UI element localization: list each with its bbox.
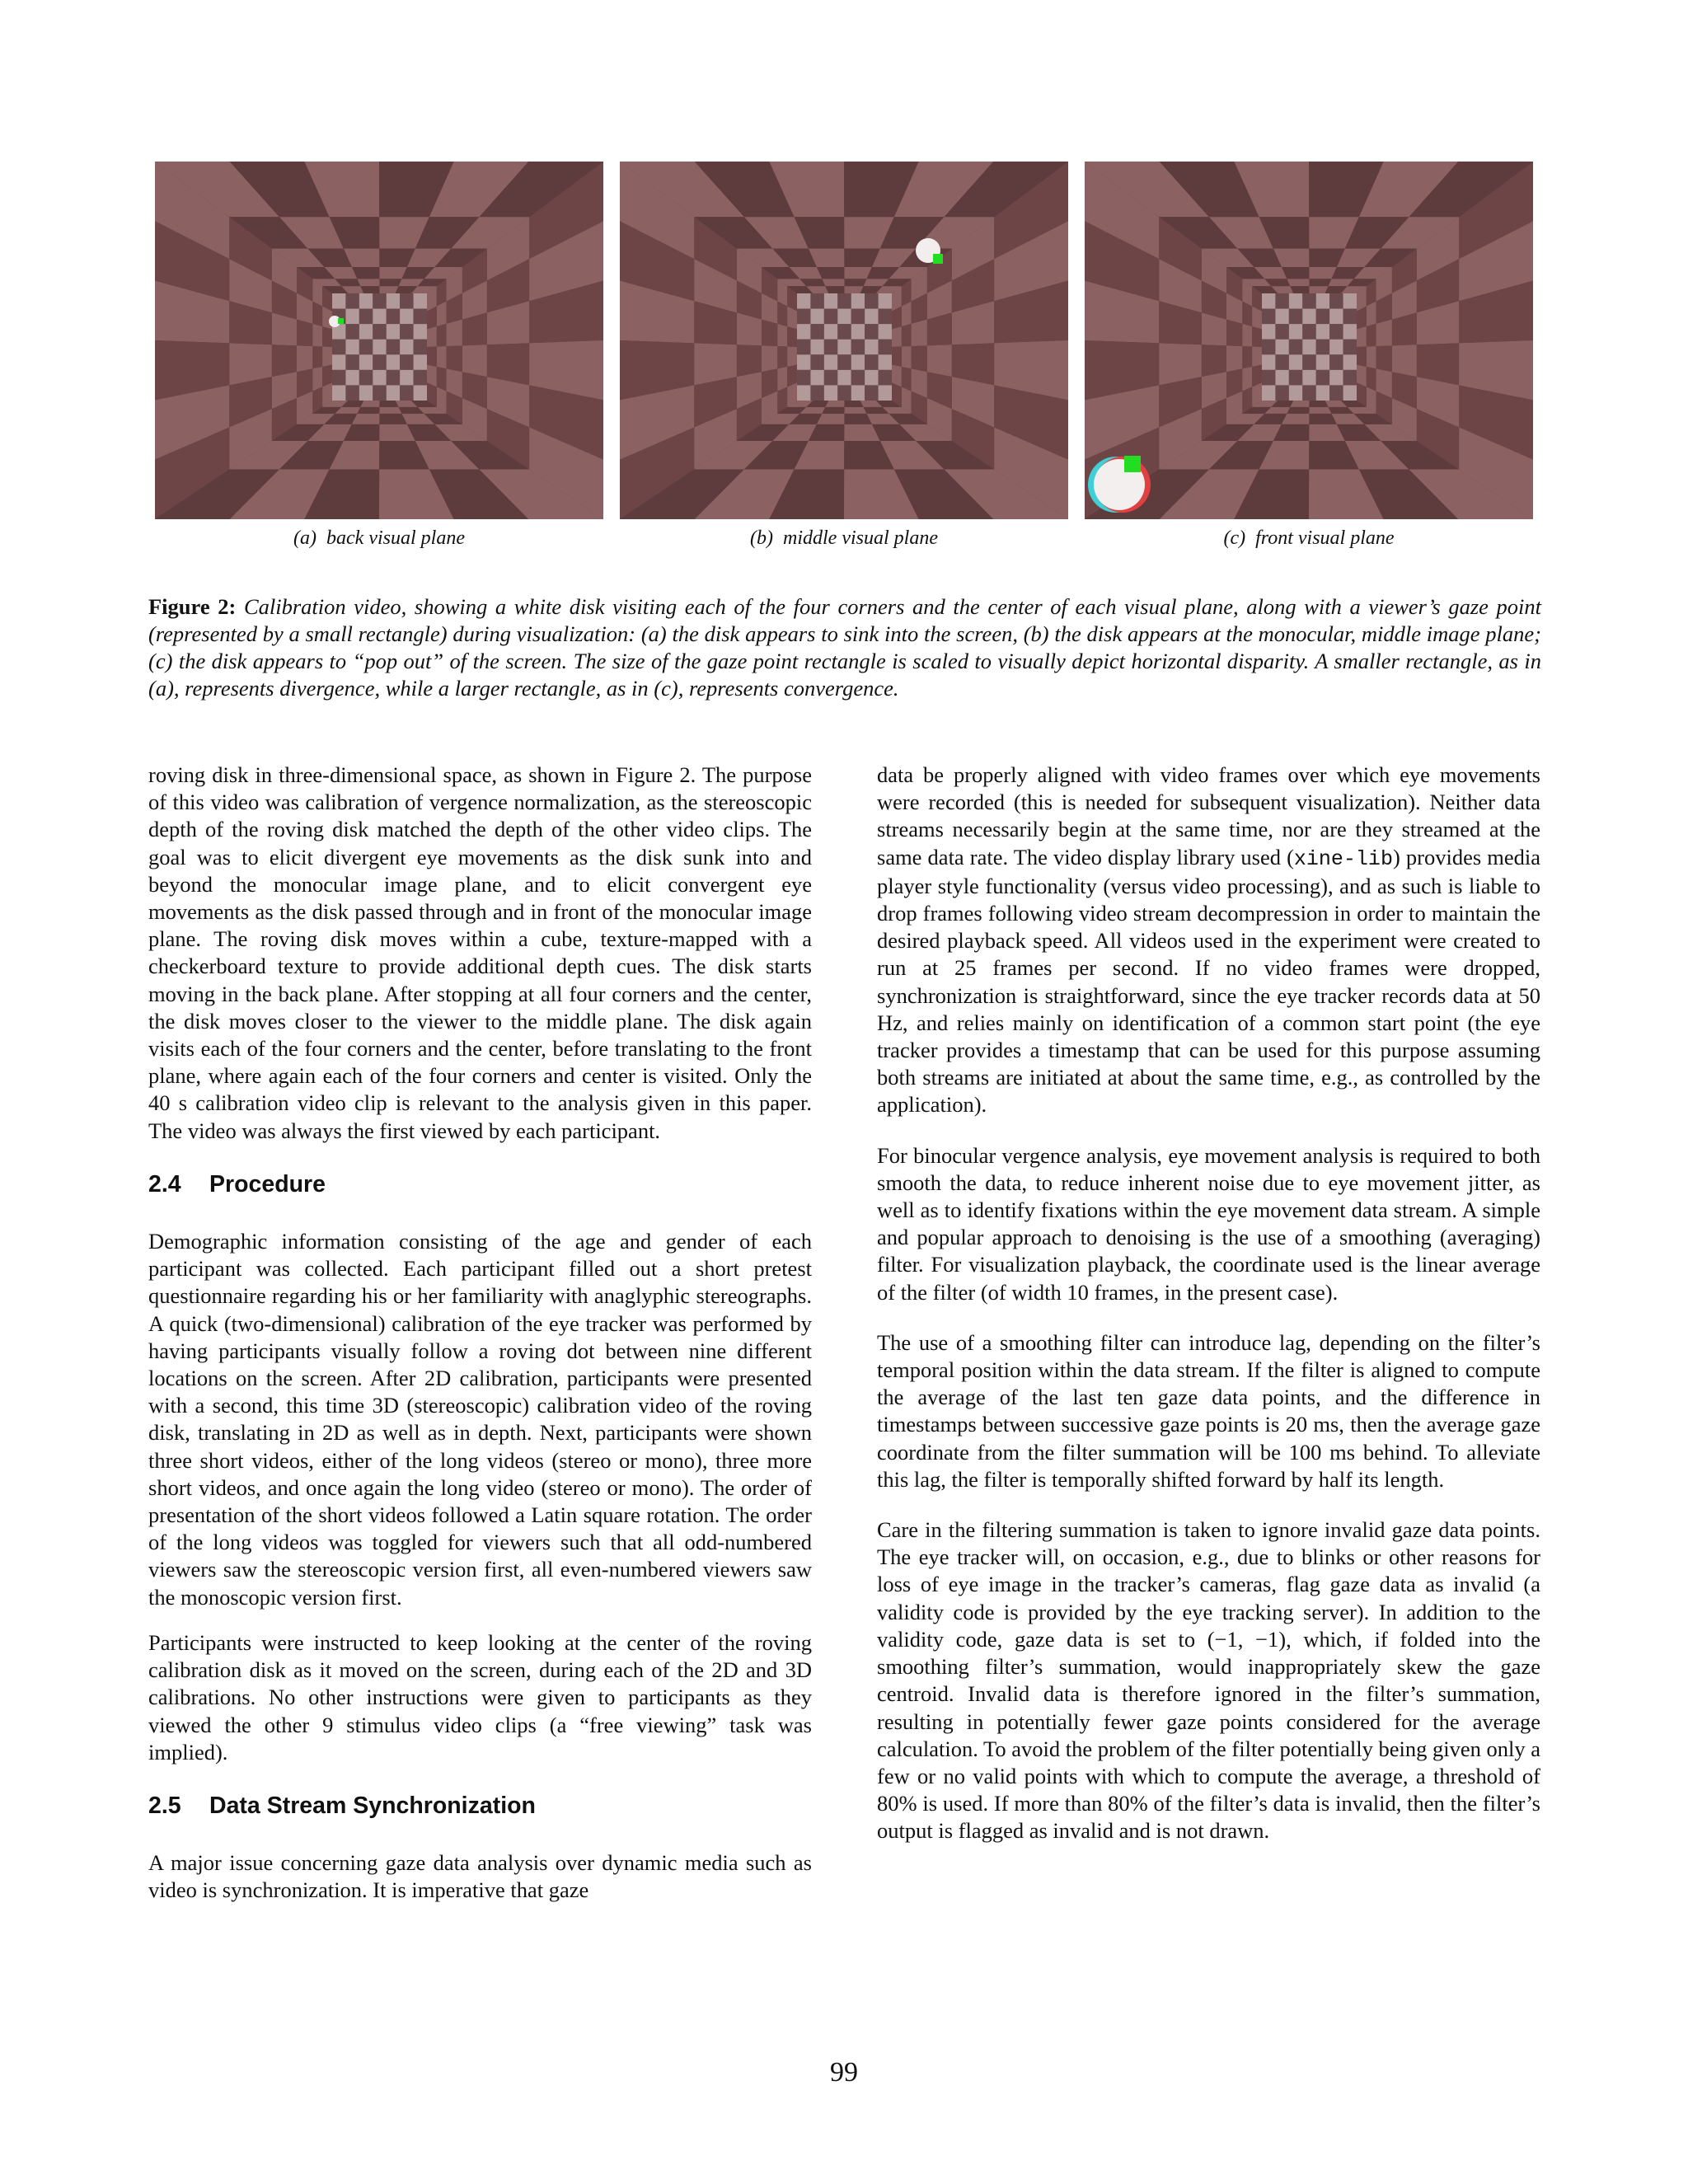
wall-tile bbox=[762, 320, 777, 347]
paragraph: A major issue concerning gaze data analysis over dynamic media such as video is synchronization. It is imperative that gaze bbox=[148, 1850, 812, 1903]
back-wall-tile bbox=[387, 324, 400, 340]
back-wall-tile bbox=[879, 309, 892, 325]
wall-tile bbox=[272, 344, 297, 377]
back-wall-tile bbox=[400, 309, 413, 325]
back-wall-tile bbox=[400, 324, 413, 340]
wall-tile bbox=[1367, 346, 1376, 368]
back-wall-tile bbox=[1275, 370, 1288, 386]
wall-tile bbox=[1309, 279, 1331, 286]
wall-tile bbox=[1367, 324, 1376, 347]
back-wall-tile bbox=[414, 385, 427, 401]
paragraph: Demographic information consisting of the age and gender of each participant was collected. Each participant filled out a short pretest questionnaire regarding his or her familiarity with anaglyphic stereographs. A quick (two-dimensional) calibration of the eye tracker was performed by having participants visually follow a roving dot between nine different locations on the screen. After 2D calibration, participants were presented with a second, this time 3D (stereoscopic) calibration video of the roving disk, translating in 2D as well as in depth. Next, participants were shown three short videos, either of the long videos (stereo or mono), three more short videos, and once again the long video (stereo or mono). The order of presentation of the short videos followed a Latin square rotation. The order of the long videos was toggled for viewers such that all odd-numbered viewers saw the stereoscopic version first, all even-numbered viewers saw the monoscopic version first. bbox=[148, 1229, 812, 1610]
back-wall-tile bbox=[1302, 370, 1315, 386]
wall-tile bbox=[312, 346, 322, 368]
wall-tile bbox=[1376, 320, 1392, 347]
back-wall-tile bbox=[810, 324, 823, 340]
back-wall-tile bbox=[865, 340, 878, 355]
back-wall-tile bbox=[359, 340, 373, 355]
back-wall-tile bbox=[837, 354, 851, 370]
wall-tile bbox=[822, 279, 844, 286]
wall-tile bbox=[1287, 407, 1309, 414]
back-wall-tile bbox=[837, 293, 851, 309]
wall-tile bbox=[427, 347, 437, 367]
back-wall-tile bbox=[1289, 354, 1302, 370]
back-wall-tile bbox=[1316, 340, 1329, 355]
back-wall-tile bbox=[837, 370, 851, 386]
wall-tile bbox=[844, 279, 866, 286]
back-wall-tile bbox=[824, 340, 837, 355]
back-wall-tile bbox=[332, 340, 345, 355]
back-wall-tile bbox=[865, 354, 878, 370]
back-wall-tile bbox=[824, 385, 837, 401]
section-heading-procedure: 2.4 Procedure bbox=[148, 1170, 326, 1197]
paragraph: roving disk in three-dimensional space, as shown in Figure 2. The purpose of this video was calibration of vergence normalization, as the stereoscopic depth of the roving disk matched the depth of the other video clips. The goal was to elicit divergent eye movements as the disk sunk into and beyond the monocular image plane, and to elicit convergent eye movements as the disk passed through and in front of the monocular image plane. The roving disk moves within a cube, texture-mapped with a checkerboard texture to provide additional depth cues. The disk starts moving in the back plane. After stopping at all four corners and the center, the disk moves closer to the viewer to the middle plane. The disk again visits each of the four corners and the center, before translating to the front plane, where again each of the four corners and center is visited. Only the 40 s calibration video clip is relevant to the analysis given in this paper. The video was always the first viewed by each participant. bbox=[148, 762, 812, 1143]
wall-tile bbox=[437, 324, 447, 347]
back-wall-tile bbox=[810, 385, 823, 401]
back-wall-tile bbox=[865, 309, 878, 325]
back-wall-tile bbox=[1302, 293, 1315, 309]
paragraph: The use of a smoothing filter can introduce lag, depending on the filter’s temporal position within the data stream. If the filter is aligned to compute the average of the last ten gaze data points, and the difference in timestamps between successive gaze points is 20 ms, then the average gaze coordinate from the filter summation will be 100 ms behind. To alleviate this lag, the filter is temporally shifted forward by half its length. bbox=[877, 1329, 1540, 1492]
subcaption-a: (a) back visual plane bbox=[293, 527, 465, 549]
back-wall-tile bbox=[1262, 309, 1275, 325]
back-wall-tile bbox=[373, 340, 386, 355]
back-wall-tile bbox=[414, 293, 427, 309]
back-wall-tile bbox=[1262, 385, 1275, 401]
back-wall-tile bbox=[865, 293, 878, 309]
wall-tile bbox=[379, 407, 401, 414]
wall-tile bbox=[892, 347, 902, 367]
gaze-point-marker bbox=[338, 318, 344, 324]
wall-tile bbox=[1309, 286, 1328, 293]
back-wall-tile bbox=[1289, 340, 1302, 355]
wall-tile bbox=[1226, 320, 1242, 347]
back-wall-tile bbox=[400, 370, 413, 386]
wall-tile bbox=[1309, 407, 1331, 414]
back-wall-tile bbox=[810, 354, 823, 370]
back-wall-tile bbox=[879, 385, 892, 401]
back-wall-tile bbox=[1302, 385, 1315, 401]
back-wall-tile bbox=[1289, 385, 1302, 401]
paragraph: Participants were instructed to keep looking at the center of the roving calibration disk as it moved on the screen, during each of the 2D and 3D calibrations. No other instructions were given to participants as they viewed the other 9 stimulus video clips (a “free viewing” task was implied). bbox=[148, 1629, 812, 1765]
subcaption-c: (c) front visual plane bbox=[1223, 527, 1395, 549]
back-wall-tile bbox=[851, 340, 865, 355]
wall-tile bbox=[1290, 286, 1309, 293]
back-wall-tile bbox=[1289, 370, 1302, 386]
back-wall-tile bbox=[810, 293, 823, 309]
back-wall-tile bbox=[837, 324, 851, 340]
back-wall-tile bbox=[851, 354, 865, 370]
wall-tile bbox=[822, 407, 844, 414]
wall-tile bbox=[447, 345, 462, 372]
back-wall-tile bbox=[387, 385, 400, 401]
wall-tile bbox=[357, 407, 379, 414]
figure-caption bbox=[148, 593, 1541, 702]
back-wall-tile bbox=[345, 370, 359, 386]
back-wall-tile bbox=[345, 340, 359, 355]
back-wall-tile bbox=[373, 324, 386, 340]
back-wall-tile bbox=[851, 293, 865, 309]
back-wall-tile bbox=[1275, 309, 1288, 325]
wall-tile bbox=[902, 367, 912, 391]
panel-a bbox=[155, 162, 603, 550]
back-wall-tile bbox=[332, 370, 345, 386]
wall-tile bbox=[462, 344, 487, 377]
wall-tile bbox=[787, 326, 797, 347]
back-wall-tile bbox=[1316, 354, 1329, 370]
back-wall-tile bbox=[797, 385, 810, 401]
back-wall-tile bbox=[345, 385, 359, 401]
back-wall-tile bbox=[879, 370, 892, 386]
wall-tile bbox=[379, 279, 401, 286]
wall-tile bbox=[322, 326, 332, 347]
wall-tile bbox=[737, 344, 762, 377]
back-wall-tile bbox=[824, 370, 837, 386]
back-wall-tile bbox=[1289, 293, 1302, 309]
back-wall-tile bbox=[865, 324, 878, 340]
back-wall-tile bbox=[1329, 385, 1343, 401]
tunnel-image-b bbox=[620, 162, 1068, 519]
back-wall-tile bbox=[1262, 370, 1275, 386]
wall-tile bbox=[844, 401, 863, 407]
back-wall-tile bbox=[797, 340, 810, 355]
back-wall-tile bbox=[1329, 309, 1343, 325]
wall-tile bbox=[427, 326, 437, 347]
back-wall-tile bbox=[359, 309, 373, 325]
back-wall-tile bbox=[1302, 354, 1315, 370]
back-wall-tile bbox=[797, 370, 810, 386]
back-wall-tile bbox=[1343, 370, 1357, 386]
back-wall-tile bbox=[1343, 385, 1357, 401]
subcaption-b: (b) middle visual plane bbox=[750, 527, 938, 549]
wall-tile bbox=[437, 346, 447, 368]
back-wall-tile bbox=[1289, 309, 1302, 325]
back-wall-tile bbox=[851, 324, 865, 340]
back-wall-tile bbox=[1316, 385, 1329, 401]
back-wall-tile bbox=[387, 354, 400, 370]
back-wall-tile bbox=[797, 324, 810, 340]
wall-tile bbox=[825, 401, 844, 407]
back-wall-tile bbox=[373, 309, 386, 325]
wall-tile bbox=[312, 324, 322, 347]
back-wall-tile bbox=[1316, 370, 1329, 386]
back-wall-tile bbox=[824, 309, 837, 325]
back-wall-tile bbox=[1316, 309, 1329, 325]
back-wall-tile bbox=[851, 385, 865, 401]
back-wall-tile bbox=[359, 370, 373, 386]
back-wall-tile bbox=[332, 354, 345, 370]
back-wall-tile bbox=[1343, 309, 1357, 325]
back-wall-tile bbox=[837, 309, 851, 325]
wall-tile bbox=[1309, 401, 1328, 407]
back-wall-tile bbox=[851, 309, 865, 325]
wall-tile bbox=[1242, 367, 1252, 391]
section-heading-data-stream-sync: 2.5 Data Stream Synchronization bbox=[148, 1792, 536, 1819]
wall-tile bbox=[912, 345, 927, 372]
back-wall-tile bbox=[879, 293, 892, 309]
wall-tile bbox=[360, 286, 379, 293]
back-wall-tile bbox=[1316, 324, 1329, 340]
back-wall-tile bbox=[1329, 293, 1343, 309]
back-wall-tile bbox=[1262, 324, 1275, 340]
back-wall-tile bbox=[797, 354, 810, 370]
back-wall-tile bbox=[1275, 324, 1288, 340]
back-wall-tile bbox=[1343, 293, 1357, 309]
wall-tile bbox=[357, 279, 379, 286]
code-xine-lib: xine-lib bbox=[1293, 846, 1393, 871]
back-wall-tile bbox=[879, 340, 892, 355]
back-wall-tile bbox=[345, 324, 359, 340]
wall-tile bbox=[1357, 347, 1367, 367]
back-wall-tile bbox=[345, 293, 359, 309]
wall-tile bbox=[777, 324, 787, 347]
wall-tile bbox=[379, 286, 398, 293]
back-wall-tile bbox=[865, 385, 878, 401]
wall-tile bbox=[787, 347, 797, 367]
back-wall-tile bbox=[879, 324, 892, 340]
page-number: 99 bbox=[830, 2057, 858, 2088]
back-wall-tile bbox=[1329, 370, 1343, 386]
back-wall-tile bbox=[1302, 324, 1315, 340]
figure-caption-text: Calibration video, showing a white disk visiting each of the four corners and the center of each visual plane, along with a viewer’s gaze point (represented by a small rectangle) during visualization: (a) the disk appears to sink into the screen, (b) the disk appears at the monocular, middle image plane; (c) the disk appears to “pop out” of the screen. The size of the gaze point rectangle is scaled to visually depict horizontal disparity. A smaller rectangle, as in (a), represents divergence, while a larger rectangle, as in (c), represents convergence. bbox=[148, 594, 1542, 701]
back-wall-tile bbox=[837, 385, 851, 401]
wall-tile bbox=[892, 326, 902, 347]
back-wall-tile bbox=[810, 340, 823, 355]
wall-tile bbox=[297, 345, 312, 372]
back-wall-tile bbox=[373, 354, 386, 370]
wall-tile bbox=[1242, 346, 1252, 368]
back-wall-tile bbox=[1262, 340, 1275, 355]
wall-tile bbox=[927, 344, 952, 377]
wall-tile bbox=[360, 401, 379, 407]
wall-tile bbox=[912, 320, 927, 347]
back-wall-tile bbox=[1275, 385, 1288, 401]
wall-tile bbox=[1357, 326, 1367, 347]
back-wall-tile bbox=[373, 370, 386, 386]
wall-tile bbox=[1226, 345, 1242, 372]
wall-tile bbox=[844, 286, 863, 293]
back-wall-tile bbox=[373, 385, 386, 401]
back-wall-tile bbox=[414, 324, 427, 340]
back-wall-tile bbox=[824, 324, 837, 340]
back-wall-tile bbox=[332, 293, 345, 309]
back-wall-tile bbox=[332, 385, 345, 401]
wall-tile bbox=[1252, 347, 1262, 367]
back-wall-tile bbox=[414, 354, 427, 370]
back-wall-tile bbox=[1343, 324, 1357, 340]
back-wall-tile bbox=[810, 370, 823, 386]
back-wall-tile bbox=[865, 370, 878, 386]
wall-tile bbox=[902, 346, 912, 368]
back-wall-tile bbox=[387, 370, 400, 386]
paragraph: Care in the filtering summation is taken to ignore invalid gaze data points. The eye tracker will, on occasion, e.g., due to blinks or other reasons for loss of eye image in the tracker’s cameras, flag gaze data as invalid (a validity code is provided by the eye tracking server). In addition to the validity code, gaze data is set to (−1, −1), which, if folded into the smoothing filter’s summation, would inappropriately skew the gaze centroid. Invalid data is therefore ignored in the filter’s summation, resulting in potentially fewer gaze points considered for the average calculation. To avoid the problem of the filter potentially being given only a few or no valid points with which to compute the average, a threshold of 80% is used. If more than 80% of the filter’s data is invalid, then the filter’s output is flagged as invalid and is not drawn. bbox=[877, 1517, 1540, 1844]
wall-tile bbox=[902, 324, 912, 347]
back-wall-tile bbox=[387, 293, 400, 309]
wall-tile bbox=[1287, 279, 1309, 286]
back-wall-tile bbox=[359, 354, 373, 370]
back-wall-tile bbox=[1289, 324, 1302, 340]
back-wall-tile bbox=[414, 370, 427, 386]
back-wall-tile bbox=[400, 354, 413, 370]
back-wall-tile bbox=[1262, 354, 1275, 370]
wall-tile bbox=[1202, 344, 1226, 377]
back-wall-tile bbox=[1343, 340, 1357, 355]
back-wall-tile bbox=[387, 340, 400, 355]
paragraph: For binocular vergence analysis, eye movement analysis is required to both smooth the data, to reduce inherent noise due to eye movement jitter, as well as to identify fixations within the eye movement data stream. A simple and popular approach to denoising is the use of a smoothing (averaging) filter. For visualization playback, the coordinate used is the linear average of the filter (of width 10 frames, in the present case). bbox=[877, 1142, 1540, 1305]
back-wall-tile bbox=[387, 309, 400, 325]
back-wall-tile bbox=[837, 340, 851, 355]
back-wall-tile bbox=[1275, 340, 1288, 355]
back-wall-tile bbox=[1302, 309, 1315, 325]
panel-c bbox=[1085, 162, 1533, 550]
back-wall-tile bbox=[359, 324, 373, 340]
back-wall-tile bbox=[879, 354, 892, 370]
wall-tile bbox=[1392, 344, 1417, 377]
tunnel-image-c bbox=[1085, 162, 1533, 519]
wall-tile bbox=[762, 345, 777, 372]
wall-tile bbox=[1290, 401, 1309, 407]
wall-tile bbox=[1376, 345, 1392, 372]
back-wall-tile bbox=[359, 293, 373, 309]
wall-tile bbox=[312, 367, 322, 391]
right-column bbox=[877, 762, 1540, 1868]
back-wall-tile bbox=[851, 370, 865, 386]
back-wall-tile bbox=[1275, 354, 1288, 370]
wall-tile bbox=[1367, 367, 1376, 391]
tunnel-image-a bbox=[155, 162, 603, 519]
back-wall-tile bbox=[1343, 354, 1357, 370]
back-wall-tile bbox=[1316, 293, 1329, 309]
back-wall-tile bbox=[400, 385, 413, 401]
figure-2-images bbox=[155, 162, 1533, 557]
back-wall-tile bbox=[824, 354, 837, 370]
back-wall-tile bbox=[359, 385, 373, 401]
back-wall-tile bbox=[345, 354, 359, 370]
wall-tile bbox=[1242, 324, 1252, 347]
wall-tile bbox=[825, 286, 844, 293]
wall-tile bbox=[777, 367, 787, 391]
back-wall-tile bbox=[797, 293, 810, 309]
back-wall-tile bbox=[1262, 293, 1275, 309]
gaze-point-marker bbox=[933, 254, 943, 264]
back-wall-tile bbox=[810, 309, 823, 325]
back-wall-tile bbox=[1275, 293, 1288, 309]
back-wall-tile bbox=[1329, 354, 1343, 370]
back-wall-tile bbox=[1302, 340, 1315, 355]
back-wall-tile bbox=[824, 293, 837, 309]
wall-tile bbox=[297, 320, 312, 347]
back-wall-tile bbox=[414, 309, 427, 325]
back-wall-tile bbox=[373, 293, 386, 309]
back-wall-tile bbox=[345, 309, 359, 325]
wall-tile bbox=[777, 346, 787, 368]
back-wall-tile bbox=[1329, 324, 1343, 340]
wall-tile bbox=[322, 347, 332, 367]
wall-tile bbox=[379, 401, 398, 407]
wall-tile bbox=[1252, 326, 1262, 347]
gaze-point-marker bbox=[1124, 456, 1141, 472]
back-wall-tile bbox=[414, 340, 427, 355]
figure-caption-label: Figure 2: bbox=[148, 594, 237, 619]
back-wall-tile bbox=[400, 340, 413, 355]
back-wall-tile bbox=[400, 293, 413, 309]
wall-tile bbox=[844, 407, 866, 414]
left-column bbox=[148, 762, 812, 1928]
paragraph: data be properly aligned with video frames over which eye movements were recorded (this is needed for subsequent visualization). Neither data streams necessarily begin at the same time, nor are they streamed at the same data rate. The video display library used (xine-lib) provides media player style functionality (versus video processing), and as such is liable to drop frames following video stream decompression in order to maintain the desired playback speed. All videos used in the experiment were created to run at 25 frames per second. If no video frames were dropped, synchronization is straightforward, since the eye tracker records data at 50 Hz, and relies mainly on identification of a common start point (the eye tracker provides a timestamp that can be used for this purpose assuming both streams are initiated at about the same time, e.g., as controlled by the application). bbox=[877, 762, 1540, 1118]
wall-tile bbox=[437, 367, 447, 391]
back-wall-tile bbox=[797, 309, 810, 325]
back-wall-tile bbox=[1329, 340, 1343, 355]
wall-tile bbox=[447, 320, 462, 347]
panel-b bbox=[620, 162, 1068, 550]
